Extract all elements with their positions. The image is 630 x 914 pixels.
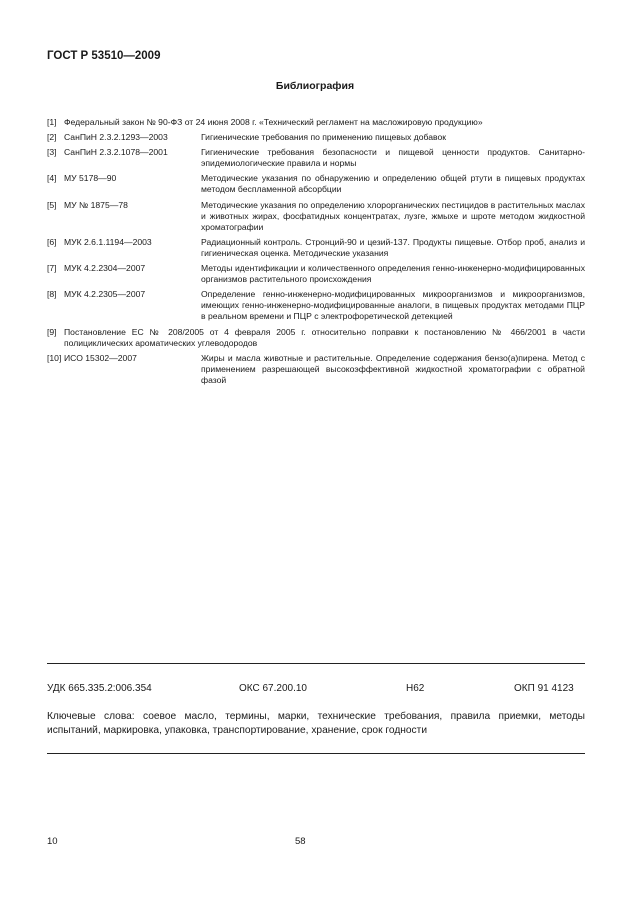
page-number-center: 58 [295,836,306,847]
reference-code: МУ № 1875—78 [64,199,128,210]
reference-item [47,173,585,195]
reference-text: Гигиенические требования безопасности и пищевой ценности продуктов. Санитарно-эпидемиологические правила и нормы [201,147,585,169]
reference-number: [5] [47,199,57,210]
reference-text: Федеральный закон № 90-ФЗ от 24 июня 2008 г. «Технический регламент на масложировую продукцию» [64,117,483,127]
reference-item [47,289,585,322]
reference-number: [9] [47,326,57,337]
udk-code: УДК 665.335.2:006.354 [47,683,152,694]
document-code: ГОСТ Р 53510—2009 [47,50,161,62]
reference-code: СанПиН 2.3.2.1293—2003 [64,132,168,143]
reference-number: [7] [47,263,57,274]
reference-item [47,132,585,143]
reference-number: [8] [47,289,57,300]
bottom-divider [47,753,585,754]
reference-number: [3] [47,147,57,158]
reference-item [47,327,585,349]
reference-item [47,353,585,386]
reference-text: Методические указания по определению хлорорганических пестицидов в растительных маслах и животных жирах, фосфатидных концентратах, лузге, жмыхе и шроте методом жидкостной хроматографии [201,199,585,232]
reference-text: Методы идентификации и количественного определения генно-инженерно-модифицированных организмов растительного происхождения [201,263,585,285]
reference-number: [10] [47,352,62,363]
reference-code: МУК 4.2.2304—2007 [64,263,146,274]
group-code: Н62 [406,683,425,694]
reference-text: Постановление ЕС № 208/2005 от 4 февраля 2005 г. относительно поправки к постановлению № 466/2001 в части полициклических ароматических углеводородов [64,326,585,348]
reference-code: ИСО 15302—2007 [64,352,137,363]
reference-number: [1] [47,117,57,127]
reference-code: МУК 2.6.1.1194—2003 [64,236,152,247]
reference-text: Радиационный контроль. Стронций-90 и цезий-137. Продукты пищевые. Отбор проб, анализ и гигиеническая оценка. Методические указания [201,236,585,258]
bibliography-list [47,117,585,390]
reference-item [47,200,585,233]
top-divider [47,663,585,664]
keywords: Ключевые слова: соевое масло, термины, марки, технические требования, правила приемки, методы испытаний, маркировка, упаковка, транспортирование, хранение, срок годности [47,711,585,736]
oks-code: ОКС 67.200.10 [239,683,307,694]
okp-code: ОКП 91 4123 [514,683,574,694]
reference-code: СанПиН 2.3.2.1078—2001 [64,147,168,158]
reference-item [47,147,585,169]
reference-number: [4] [47,173,57,184]
reference-number: [2] [47,132,57,143]
reference-item [47,117,585,128]
reference-text: Методические указания по обнаружению и определению общей ртути в пищевых продуктах методом беспламенной абсорбции [201,173,585,195]
page-number-left: 10 [47,836,58,847]
reference-code: МУК 4.2.2305—2007 [64,289,146,300]
section-title: Библиография [275,80,355,92]
reference-text: Жиры и масла животные и растительные. Определение содержания бензо(а)пирена. Метод с применением разрешающей высокоэффективной жидкостной хроматографии с обратной фазой [201,352,585,385]
reference-item [47,237,585,259]
reference-code: МУ 5178—90 [64,173,117,184]
reference-item [47,263,585,285]
reference-number: [6] [47,236,57,247]
reference-text: Определение генно-инженерно-модифицированных микроорганизмов и микроорганизмов, имеющих генно-инженерно-модифицированные аналоги, в пищевых продуктах методами ПЦР в реальном времени и ПЦР с электрофоретической детекцией [201,289,585,322]
reference-text: Гигиенические требования по применению пищевых добавок [201,132,447,143]
